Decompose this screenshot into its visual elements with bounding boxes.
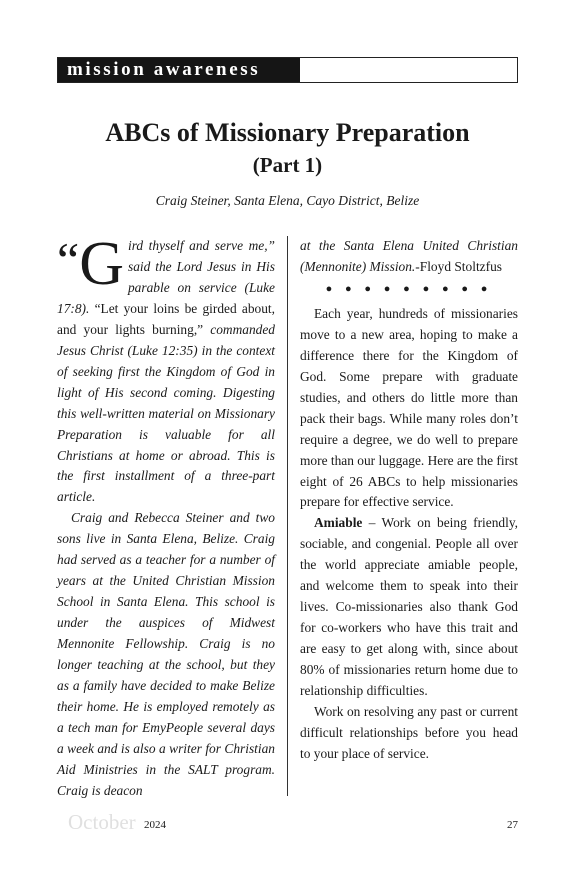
page-number: 27 <box>507 819 518 831</box>
body-paragraph-3: Work on resolving any past or current difficult relationships before you head to your place of service. <box>300 704 518 761</box>
section-header-label: mission awareness <box>58 58 300 82</box>
intro-continuation-text: at the Santa Elena United Christian (Mennonite) Mission. <box>300 238 518 274</box>
term-amiable: Amiable <box>314 515 363 531</box>
column-divider <box>287 236 288 796</box>
body-paragraph-1: Each year, hundreds of missionaries move to a new area, hoping to make a difference there for the Kingdom of God. Some prepare with graduate studies, and others do little more than pack their bags. While many roles don’t require a degree, we do well to prepare more than our luggage. Here are the first eight of 26 ABCs to help missionaries prepare for effective service. <box>300 305 518 510</box>
intro-paragraph-2 <box>57 508 275 801</box>
left-column <box>57 230 275 802</box>
intro-text-c: commanded Jesus Christ (Luke 12:35) in the context of seeking first the Kingdom of God in light of His second coming. Digesting this well-written material on Missionary Preparation is valuable for all Christians at home or abroad. This is the first installment of a three-part article. <box>57 321 275 505</box>
intro-signoff: -Floyd Stoltzfus <box>415 258 502 274</box>
article-subtitle: (Part 1) <box>252 153 323 177</box>
drop-cap: “G <box>57 230 124 298</box>
right-column <box>300 236 518 765</box>
term-amiable-text: – Work on being friendly, sociable, and congenial. People all over the world appreciate amiable people, and welcome them to speak into their lives. Co-missionaries also thank God for co-workers who have this trait and are easy to get along with, since about 80% of missionaries return home due to relationship difficulties. <box>300 515 518 699</box>
footer-month: October <box>68 810 136 834</box>
article-title: ABCs of Missionary Preparation <box>105 118 470 147</box>
intro-text-quote: “Let your loins be girded about, and your lights burning,” <box>57 300 275 337</box>
body-paragraph-2 <box>300 513 518 702</box>
intro-text-a: ird thyself and serve me,” said the Lord Jesus in His parable on service (Luke 17:8). <box>57 238 275 316</box>
footer-year: 2024 <box>144 819 166 831</box>
intro-paragraph-1 <box>57 230 275 508</box>
section-separator: ● ● ● ● ● ● ● ● ● <box>325 282 493 295</box>
intro-continuation <box>300 236 518 278</box>
intro-bio-text: Craig and Rebecca Steiner and two sons live in Santa Elena, Belize. Craig had served as a teacher for a number of years at the United Christian Mission School in Santa Elena. This school is under the auspices of Midwest Mennonite Fellowship. Craig is no longer teaching at the school, but they as a family have decided to make Belize their home. He is employed remotely as a tech man for EmyPeople several days a week and is also a writer for Christian Aid Ministries in the SALT program. Craig is deacon <box>57 510 275 798</box>
section-header-bar <box>57 57 518 83</box>
article-byline: Craig Steiner, Santa Elena, Cayo District, Belize <box>155 193 420 208</box>
